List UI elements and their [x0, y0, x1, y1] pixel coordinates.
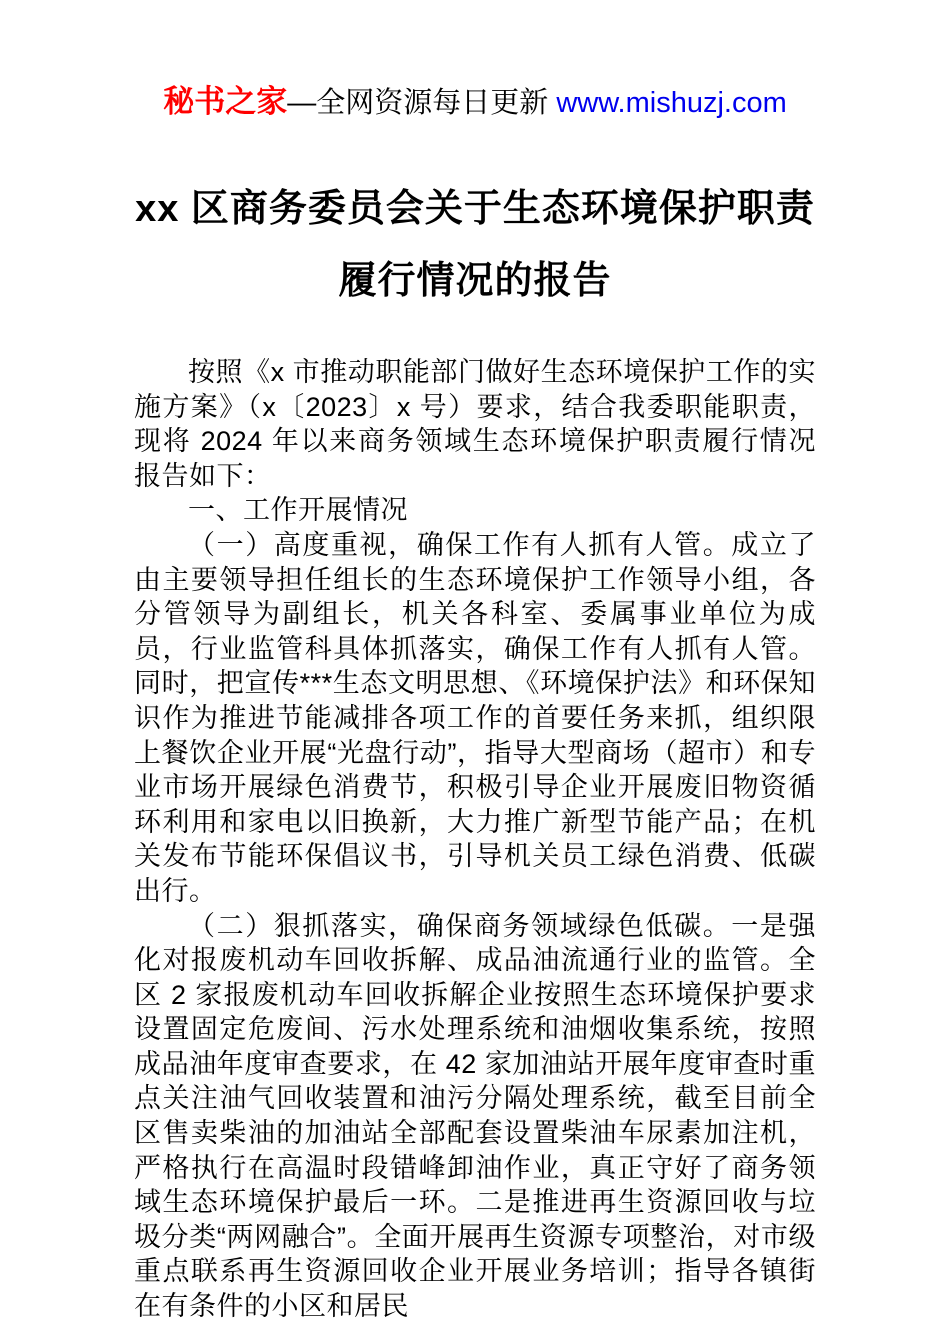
document-body: [134, 355, 816, 1324]
section-heading-1: 一、工作开展情况: [188, 495, 408, 526]
site-tagline: —全网资源每日更新: [287, 87, 557, 119]
document-title-line2: 履行情况的报告: [338, 260, 612, 302]
paragraph-point-2: （二）狠抓落实，确保商务领域绿色低碳。一是强化对报废机动车回收拆解、成品油流通行业的监管。全区 2 家报废机动车回收拆解企业按照生态环境保护要求设置固定危废间、污水处理系统和油烟收集系统，按照成品油年度审查要求，在 42 家加油站开展年度审查时重点关注油气回收装置和油污分隔处理系统，截至目前全区售卖柴油的加油站全部配套设置柴油车尿素加注机，严格执行在高温时段错峰卸油作业，真正守好了商务领域生态环境保护最后一环。二是推进再生资源回收与垃圾分类“两网融合”。全面开展再生资源专项整治，对市级重点联系再生资源回收企业开展业务培训；指导各镇街在有条件的小区和居民: [134, 910, 816, 1322]
site-header: [0, 0, 950, 121]
intro-paragraph: 按照《x 市推动职能部门做好生态环境保护工作的实施方案》（x〔2023〕x 号）要求，结合我委职能职责，现将 2024 年以来商务领域生态环境保护职责履行情况报告如下：: [134, 357, 816, 491]
document-title: [0, 173, 950, 317]
site-brand: 秘书之家: [163, 84, 288, 119]
document-title-line1: xx 区商务委员会关于生态环境保护职责: [135, 188, 815, 230]
paragraph-point-1: （一）高度重视，确保工作有人抓有人管。成立了由主要领导担任组长的生态环境保护工作领导小组，各分管领导为副组长，机关各科室、委属事业单位为成员，行业监管科具体抓落实，确保工作有人抓有人管。同时，把宣传***生态文明思想、《环境保护法》和环保知识作为推进节能减排各项工作的首要任务来抓，组织限上餐饮企业开展“光盘行动”，指导大型商场（超市）和专业市场开展绿色消费节，积极引导企业开展废旧物资循环利用和家电以旧换新，大力推广新型节能产品；在机关发布节能环保倡议书，引导机关员工绿色消费、低碳出行。: [134, 529, 816, 906]
site-url-link[interactable]: www.mishuzj.com: [556, 87, 787, 119]
